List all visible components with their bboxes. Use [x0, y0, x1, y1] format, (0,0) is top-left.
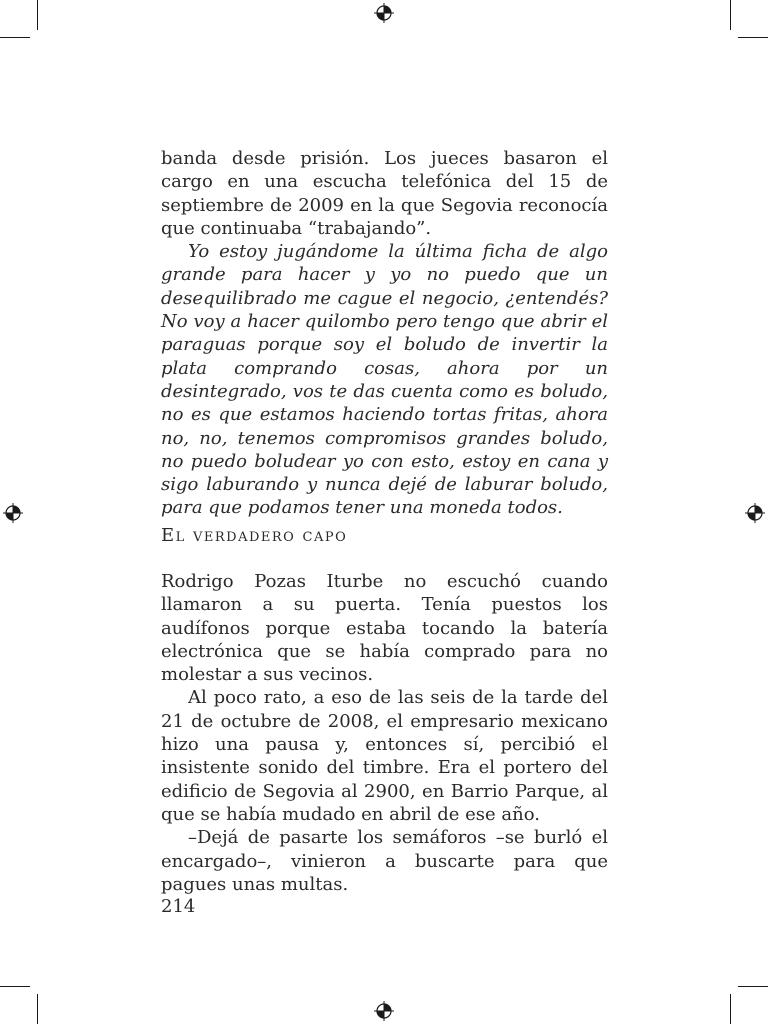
- crop-mark-bottom-right-h: [738, 986, 768, 987]
- crop-mark-top-left: [37, 0, 38, 30]
- crop-mark-bottom-left-h: [0, 986, 30, 987]
- paragraph: banda desde prisión. Los jueces basaron el cargo en una escucha telefónica del 15 de septiembre de 2009 en la que Segovia reconocía que continuaba “trabajando”.: [161, 148, 608, 239]
- crop-mark-bottom-right: [730, 994, 731, 1024]
- crop-mark-top-right-h: [738, 37, 768, 38]
- quote-paragraph: Yo estoy jugándome la última ficha de algo grande para hacer y yo no puedo que un desequilibrado me cague el negocio, ¿entendés? No voy a hacer quilombo pero tengo que abrir el paraguas porque soy el boludo de invertir la plata comprando cosas, ahora por un desintegrado, vos te das cuenta como es boludo, no es que estamos haciendo tortas fritas, ahora no, no, tenemos compromisos grandes boludo, no puedo boludear yo con esto, estoy en cana y sigo laburando y nunca dejé de laburar boludo, para que podamos tener una moneda todos.: [161, 241, 608, 519]
- registration-mark-left-icon: [3, 503, 23, 523]
- page-number: 214: [161, 896, 196, 917]
- crop-mark-bottom-left: [37, 994, 38, 1024]
- crop-mark-top-left-h: [0, 37, 30, 38]
- body-text-top: [161, 147, 608, 520]
- paragraph: Al poco rato, a eso de las seis de la tarde del 21 de octubre de 2008, el empresario mexicano hizo una pausa y, entonces sí, percibió el insistente sonido del timbre. Era el portero del edificio de Segovia al 2900, en Barrio Parque, al que se había mudado en abril de ese año.: [161, 687, 608, 825]
- section-title: El verdadero capo: [161, 525, 348, 546]
- crop-mark-top-right: [730, 0, 731, 30]
- registration-mark-top-icon: [374, 3, 394, 23]
- registration-mark-right-icon: [745, 503, 765, 523]
- dialogue-paragraph: –Dejá de pasarte los semáforos –se burló el encargado–, vinieron a buscarte para que pagues unas multas.: [161, 827, 608, 895]
- registration-mark-bottom-icon: [374, 1001, 394, 1021]
- paragraph: Rodrigo Pozas Iturbe no escuchó cuando llamaron a su puerta. Tenía puestos los audífonos porque estaba tocando la batería electrónica que se había comprado para no molestar a sus vecinos.: [161, 571, 608, 686]
- body-text-bottom: [161, 570, 608, 896]
